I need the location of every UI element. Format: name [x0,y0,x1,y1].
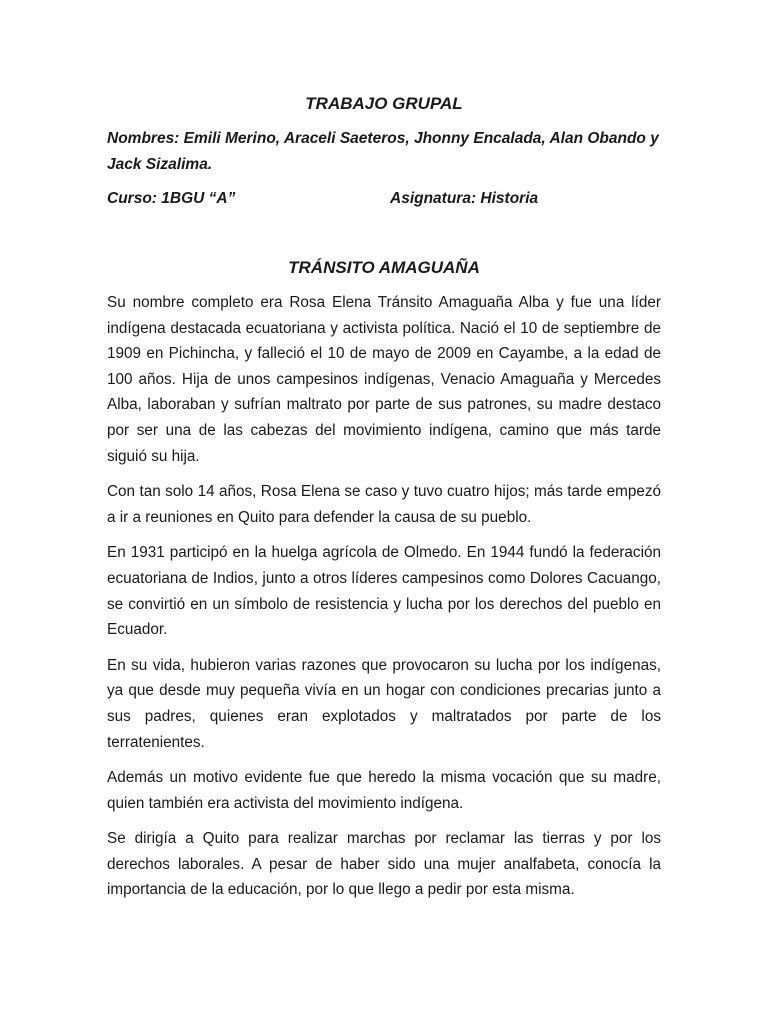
paragraph-reasons: En su vida, hubieron varias razones que provocaron su lucha por los indígenas, ya que desde muy pequeña vivía en un hogar con condiciones precarias junto a sus padres, quienes eran explotados y maltratados por parte de los terratenientes. [107,656,661,751]
paragraph-marches: Se dirigía a Quito para realizar marchas por reclamar las tierras y por los derechos laborales. A pesar de haber sido una mujer analfabeta, conocía la importancia de la educación, por lo que llego a pedir por esta misma. [107,830,661,899]
subject-label: Asignatura: Historia [390,190,539,207]
document-title: TRABAJO GRUPAL [305,94,463,113]
group-members: Nombres: Emili Merino, Araceli Saeteros, Jhonny Encalada, Alan Obando y Jack Sizalima. [107,130,659,173]
paragraph-marriage: Con tan solo 14 años, Rosa Elena se caso y tuvo cuatro hijos; más tarde empezó a ir a reuniones en Quito para defender la causa de su pueblo. [107,483,661,526]
paragraph-motive: Además un motivo evidente fue que heredo la misma vocación que su madre, quien también era activista del movimiento indígena. [107,769,661,812]
section-title: TRÁNSITO AMAGUAÑA [288,258,480,277]
course-subject-row [107,186,661,212]
paragraph-biography: Su nombre completo era Rosa Elena Tránsito Amaguaña Alba y fue una líder indígena destacada ecuatoriana y activista política. Nació el 10 de septiembre de 1909 en Pichincha, y falleció el 10 de mayo de 2009 en Cayambe, a la edad de 100 años. Hija de unos campesinos indígenas, Venacio Amaguaña y Mercedes Alba, laboraban y sufrían maltrato por parte de sus patrones, su madre destaco por ser una de las cabezas del movimiento indígena, camino que más tarde siguió su hija. [107,294,661,465]
document-page [107,92,661,913]
paragraph-federation: En 1931 participó en la huelga agrícola de Olmedo. En 1944 fundó la federación ecuatoriana de Indios, junto a otros líderes campesinos como Dolores Cacuango, se convirtió en un símbolo de resistencia y lucha por los derechos del pueblo en Ecuador. [107,544,661,639]
course-label: Curso: 1BGU “A” [107,190,236,207]
